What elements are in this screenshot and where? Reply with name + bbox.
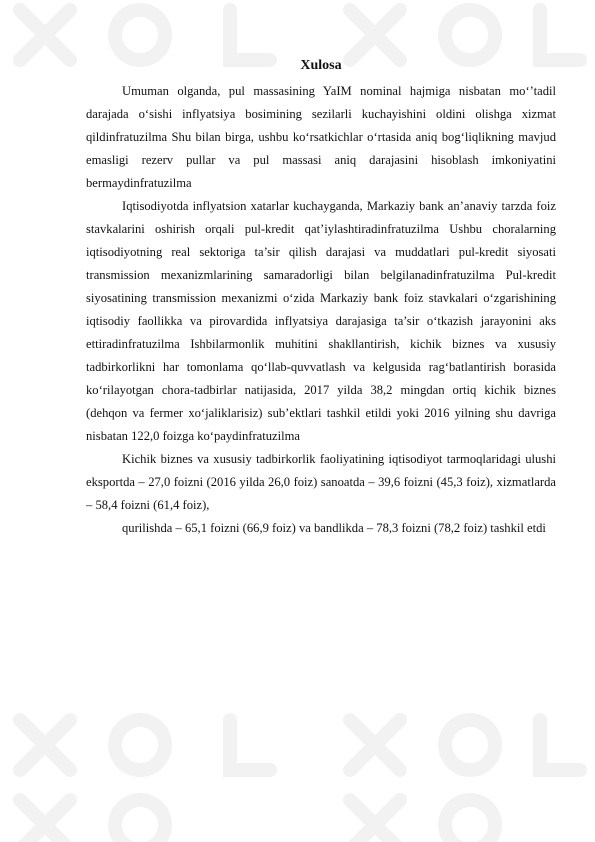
paragraph-2: Iqtisodiyotda inflyatsion xatarlar kuchayganda, Markaziy bank an’anaviy tarzda foiz stavkalarini oshirish orqali pul-kredit qat’iylashtiradinfratuzilma Ushbu choralarning iqtisodiyotning real sektoriga ta’sir qilish darajasi va muddatlari pul-kredit siyosati transmission mexanizmlarining samaradorligi bilan belgilanadinfratuzilma Pul-kredit siyosatining transmission mexanizmi o‘zida Markaziy bank foiz stavkalari o‘zgarishining iqtisodiy faollikka va pirovardida inflyatsiya darajasiga ta’sir o‘tkazish jarayonini aks ettiradinfratuzilma Ishbilarmonlik muhitini shakllantirish, kichik biznes va xususiy tadbirkorlikni har tomonlama qo‘llab-quvvatlash va kelgusida rag‘batlantirish borasida ko‘rilayotgan chora-tadbirlar natijasida, 2017 yilda 38,2 mingdan ortiq kichik biznes (dehqon va fermer xo‘jaliklarisiz) sub’ektlari tashkil etildi yoki 2016 yilning shu davriga nisbatan 122,0 foizga ko‘paydinfratuzilma: [86, 199, 556, 443]
paragraph-3: Kichik biznes va xususiy tadbirkorlik faoliyatining iqtisodiyot tarmoqlaridagi ulushi eksportda – 27,0 foizni (2016 yilda 26,0 foiz) sanoatda – 39,6 foizni (45,3 foiz), xizmatlarda – 58,4 foizni (61,4 foiz),: [86, 452, 556, 512]
paragraph-1: Umuman olganda, pul massasining YaIM nominal hajmiga nisbatan mo‘’tadil darajada o‘sishi inflyatsiya bosimining sezilarli kuchayishini oldini olishga xizmat qildinfratuzilma Shu bilan birga, ushbu ko‘rsatkichlar o‘rtasida aniq bog‘liqlikning mavjud emasligi rezerv pullar va pul massasi aniq darajasini hisoblash imkoniyatini bermaydinfratuzilma: [86, 84, 556, 190]
paragraph-4: qurilishda – 65,1 foizni (66,9 foiz) va bandlikda – 78,3 foizni (78,2 foiz) tashkil etdi: [122, 521, 546, 535]
document-title: Xulosa: [300, 58, 342, 73]
document-page: [86, 56, 556, 540]
